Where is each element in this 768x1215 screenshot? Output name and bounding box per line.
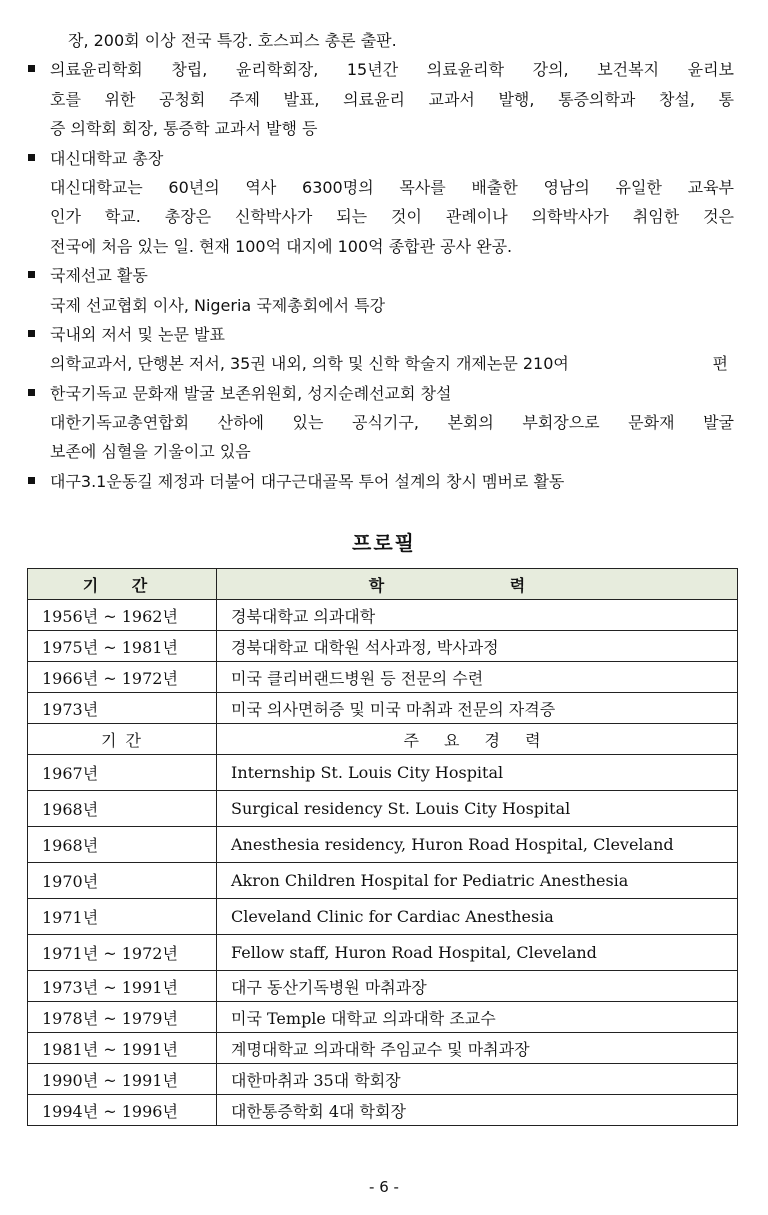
list-item-heading: 한국기독교 문화재 발굴 보존위원회, 성지순례선교회 창설 — [28, 379, 734, 408]
period-cell: 1971년 — [28, 899, 217, 935]
content-cell: 경북대학교 대학원 석사과정, 박사과정 — [217, 631, 738, 662]
profile-title: 프로필 — [352, 531, 416, 555]
content-cell: 계명대학교 의과대학 주임교수 및 마취과장 — [217, 1033, 738, 1064]
table-row — [28, 863, 738, 899]
content-cell: Fellow staff, Huron Road Hospital, Cleveland — [217, 935, 738, 971]
table-row — [28, 1095, 738, 1126]
period-cell: 1968년 — [28, 827, 217, 863]
square-bullet-icon — [28, 55, 50, 84]
period-cell: 1970년 — [28, 863, 217, 899]
list-item-line: 의학교과서, 단행본 저서, 35권 내외, 의학 및 신학 학술지 개제논문 210여 편 — [50, 354, 728, 374]
square-bullet-icon — [28, 144, 50, 173]
table-row — [28, 1064, 738, 1095]
content-cell: Internship St. Louis City Hospital — [217, 755, 738, 791]
list-item-line: 전국에 처음 있는 일. 현재 100억 대지에 100억 종합관 공사 완공. — [50, 236, 513, 256]
list-item-heading: 의료윤리학회 창립, 윤리학회장, 15년간 의료윤리학 강의, 보건복지 윤리보 — [28, 55, 734, 84]
table-row — [28, 693, 738, 724]
content-cell: 미국 Temple 대학교 의과대학 조교수 — [217, 1002, 738, 1033]
content-cell: Akron Children Hospital for Pediatric Anesthesia — [217, 863, 738, 899]
list-item-line: 국제 선교협회 이사, Nigeria 국제총회에서 특강 — [50, 295, 386, 315]
page-number: - 6 - — [369, 1178, 399, 1196]
square-bullet-icon — [28, 467, 50, 496]
content-cell: Cleveland Clinic for Cardiac Anesthesia — [217, 899, 738, 935]
period-cell: 1978년 ~ 1979년 — [28, 1002, 217, 1033]
content-cell: Anesthesia residency, Huron Road Hospital, Cleveland — [217, 827, 738, 863]
intro-section — [28, 26, 734, 496]
list-item-line: 대신대학교는 60년의 역사 6300명의 목사를 배출한 영남의 유일한 교육부 — [50, 177, 734, 197]
period-cell: 1975년 ~ 1981년 — [28, 631, 217, 662]
table-row — [28, 971, 738, 1002]
list-item-line: 대한기독교총연합회 산하에 있는 공식기구, 본회의 부회장으로 문화재 발굴 — [50, 413, 734, 433]
list-item-line: 호를 위한 공청회 주제 발표, 의료윤리 교과서 발행, 통증의학과 창설, 통 — [50, 89, 734, 109]
table-row — [28, 827, 738, 863]
table-row — [28, 791, 738, 827]
column-header-period: 기 간 — [28, 724, 217, 755]
career-header-row — [28, 724, 738, 755]
square-bullet-icon — [28, 320, 50, 349]
period-cell: 1968년 — [28, 791, 217, 827]
content-cell: 대구 동산기독병원 마취과장 — [217, 971, 738, 1002]
content-cell: 경북대학교 의과대학 — [217, 600, 738, 631]
column-header-career: 주 요 경 력 — [217, 724, 738, 755]
table-row — [28, 662, 738, 693]
list-item-line: 보존에 심혈을 기울이고 있음 — [50, 442, 251, 462]
content-cell: Surgical residency St. Louis City Hospital — [217, 791, 738, 827]
square-bullet-icon — [28, 379, 50, 408]
education-header-row — [28, 569, 738, 600]
table-row — [28, 899, 738, 935]
content-cell: 미국 클리버랜드병원 등 전문의 수련 — [217, 662, 738, 693]
table-row — [28, 1002, 738, 1033]
list-item-heading: 국제선교 활동 — [28, 261, 734, 290]
period-cell: 1967년 — [28, 755, 217, 791]
period-cell: 1994년 ~ 1996년 — [28, 1095, 217, 1126]
intro-continuation: 장, 200회 이상 전국 특강. 호스피스 총론 출판. — [68, 31, 397, 50]
list-item-line: 인가 학교. 총장은 신학박사가 되는 것이 관례이나 의학박사가 취임한 것은 — [50, 207, 734, 227]
period-cell: 1956년 ~ 1962년 — [28, 600, 217, 631]
table-row — [28, 755, 738, 791]
column-header-period: 기 간 — [28, 569, 217, 600]
content-cell: 미국 의사면허증 및 미국 마취과 전문의 자격증 — [217, 693, 738, 724]
table-row — [28, 600, 738, 631]
period-cell: 1990년 ~ 1991년 — [28, 1064, 217, 1095]
list-item-heading: 대신대학교 총장 — [28, 144, 734, 173]
period-cell: 1973년 ~ 1991년 — [28, 971, 217, 1002]
content-cell: 대한마취과 35대 학회장 — [217, 1064, 738, 1095]
list-item-line: 증 의학회 회장, 통증학 교과서 발행 등 — [50, 119, 318, 139]
square-bullet-icon — [28, 261, 50, 290]
column-header-education: 학 력 — [217, 569, 738, 600]
profile-table — [27, 568, 738, 1126]
period-cell: 1966년 ~ 1972년 — [28, 662, 217, 693]
table-row — [28, 1033, 738, 1064]
content-cell: 대한통증학회 4대 학회장 — [217, 1095, 738, 1126]
list-item-heading: 대구3.1운동길 제정과 더불어 대구근대골목 투어 설계의 창시 멤버로 활동 — [28, 467, 734, 496]
period-cell: 1973년 — [28, 693, 217, 724]
list-item-heading: 국내외 저서 및 논문 발표 — [28, 320, 734, 349]
table-row — [28, 631, 738, 662]
period-cell: 1981년 ~ 1991년 — [28, 1033, 217, 1064]
table-row — [28, 935, 738, 971]
period-cell: 1971년 ~ 1972년 — [28, 935, 217, 971]
